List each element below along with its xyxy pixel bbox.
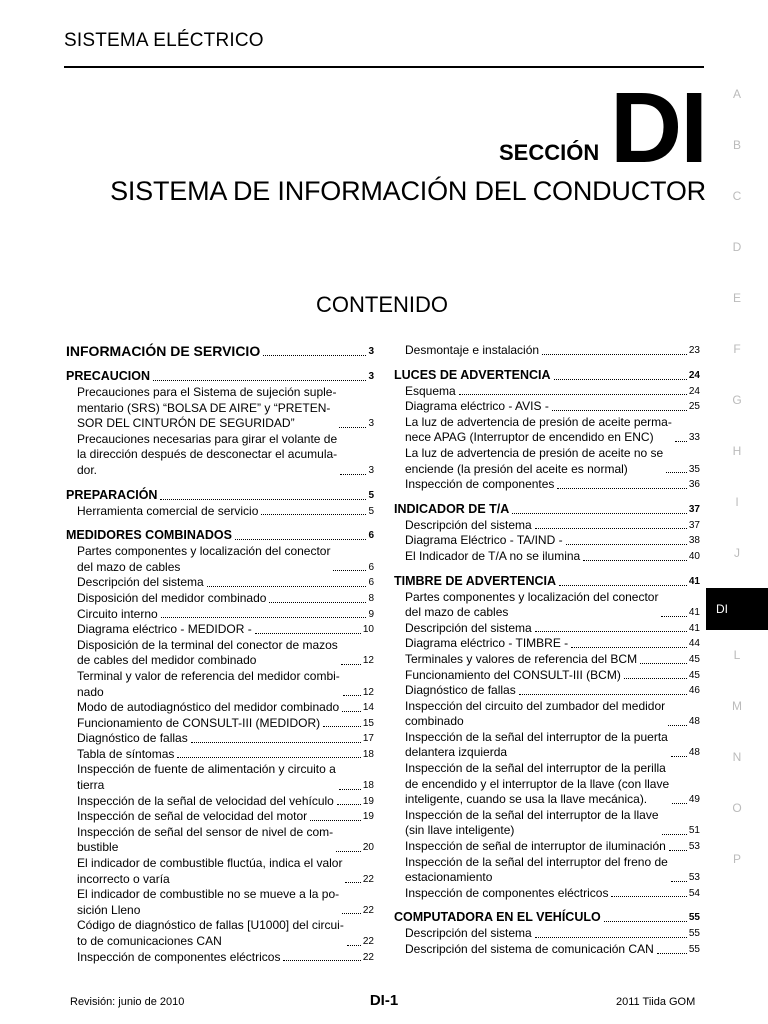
toc-page-number: 23 bbox=[688, 345, 700, 356]
toc-entry[interactable] bbox=[394, 942, 700, 958]
toc-page-number: 55 bbox=[688, 928, 700, 940]
dot-leader bbox=[283, 960, 360, 961]
dot-leader bbox=[339, 789, 361, 790]
toc-entry-text: La luz de advertencia de presión de aceite no se enciende (la presión del aceite es normal) bbox=[405, 445, 664, 476]
toc-group bbox=[66, 343, 374, 360]
toc-entry-text: La luz de advertencia de presión de aceite perma- nece APAG (Interruptor de encendido en ENC) bbox=[405, 414, 672, 445]
dot-leader bbox=[640, 663, 687, 664]
toc-entry[interactable] bbox=[66, 887, 374, 918]
toc-entry[interactable] bbox=[66, 544, 374, 575]
toc-entry[interactable] bbox=[394, 399, 700, 415]
toc-entry[interactable] bbox=[394, 343, 700, 359]
toc-entry-text: Inspección de señal del sensor de nivel de com- bustible bbox=[77, 824, 334, 855]
dot-leader bbox=[177, 757, 360, 758]
toc-entry-text: Terminales y valores de referencia del BCM bbox=[405, 651, 638, 666]
dot-leader bbox=[566, 544, 687, 545]
system-title: SISTEMA ELÉCTRICO bbox=[64, 30, 264, 51]
footer-page-label: DI-1 bbox=[369, 992, 399, 1009]
toc-page-number: 18 bbox=[362, 748, 374, 760]
toc-entry[interactable] bbox=[66, 432, 374, 479]
toc-entry-text: Inspección del circuito del zumbador del medidor combinado bbox=[405, 698, 666, 729]
dot-leader bbox=[519, 694, 687, 695]
dot-leader bbox=[672, 803, 687, 804]
contents-title: CONTENIDO bbox=[316, 292, 448, 317]
toc-page-number: 51 bbox=[688, 825, 700, 837]
dot-leader bbox=[604, 921, 687, 922]
dot-leader bbox=[347, 945, 361, 946]
toc-page-number: 54 bbox=[688, 887, 700, 899]
dot-leader bbox=[671, 756, 687, 757]
toc-page-number: 18 bbox=[362, 780, 374, 792]
toc-entry-text: Diagrama Eléctrico - TA/IND - bbox=[405, 533, 563, 548]
toc-entry[interactable] bbox=[66, 385, 374, 432]
toc-left-column bbox=[66, 343, 374, 973]
toc-page-number: 53 bbox=[688, 841, 700, 853]
toc-heading[interactable] bbox=[394, 909, 700, 926]
toc-entry[interactable] bbox=[394, 621, 700, 637]
toc-page-number: 20 bbox=[362, 842, 374, 854]
dot-leader bbox=[333, 570, 366, 571]
toc-entry[interactable] bbox=[394, 446, 700, 477]
toc-page-number: 41 bbox=[688, 607, 700, 619]
dot-leader bbox=[255, 633, 361, 634]
toc-heading-text: MEDIDORES COMBINADOS bbox=[66, 528, 232, 543]
toc-entry-text: Descripción del sistema de comunicación CAN bbox=[405, 942, 654, 956]
toc-entry-text: Descripción del sistema bbox=[77, 575, 204, 590]
side-tab-l[interactable]: L bbox=[733, 648, 741, 662]
toc-entry-text: Inspección de componentes bbox=[405, 477, 555, 492]
toc-page-number: 17 bbox=[362, 733, 374, 745]
toc-entry[interactable] bbox=[66, 700, 374, 716]
toc-entry[interactable] bbox=[394, 683, 700, 699]
toc-entry-text: Disposición de la terminal del conector de mazos de cables del medidor combinado bbox=[77, 637, 338, 668]
toc-right-column bbox=[394, 343, 700, 966]
toc-page-number: 22 bbox=[362, 951, 374, 963]
toc-page-number: 45 bbox=[688, 653, 700, 665]
side-tab-o[interactable]: O bbox=[732, 801, 742, 815]
toc-entry-text: Esquema bbox=[405, 383, 456, 398]
side-tab-f[interactable]: F bbox=[733, 342, 741, 356]
side-tab-m[interactable]: M bbox=[732, 699, 742, 713]
dot-leader bbox=[341, 664, 361, 665]
dot-leader bbox=[323, 726, 361, 727]
side-tab-n[interactable]: N bbox=[732, 750, 742, 764]
dot-leader bbox=[263, 355, 366, 356]
toc-entry-text: Funcionamiento de CONSULT-III (MEDIDOR) bbox=[77, 715, 321, 730]
toc-page-number: 44 bbox=[688, 638, 700, 650]
dot-leader bbox=[345, 882, 360, 883]
toc-entry-text: Inspección de componentes eléctricos bbox=[77, 949, 281, 964]
toc-entry[interactable] bbox=[394, 839, 700, 855]
toc-page-number: 3 bbox=[368, 464, 374, 476]
toc-page-number: 40 bbox=[688, 550, 700, 562]
toc-entry-text: Inspección de la señal de velocidad del vehículo bbox=[77, 793, 334, 808]
dot-leader bbox=[535, 937, 687, 938]
toc-heading-text: INDICADOR DE T/A bbox=[394, 501, 510, 516]
toc-entry[interactable] bbox=[394, 761, 700, 808]
dot-leader bbox=[675, 441, 687, 442]
toc-entry[interactable] bbox=[394, 652, 700, 668]
toc-heading[interactable] bbox=[394, 367, 700, 384]
toc-entry-text: Descripción del sistema bbox=[405, 620, 532, 635]
dot-leader bbox=[336, 851, 361, 852]
side-tab-di[interactable]: DI bbox=[706, 588, 768, 630]
toc-group bbox=[66, 368, 374, 479]
dot-leader bbox=[342, 913, 361, 914]
toc-entry-text: Partes componentes y localización del conector del mazo de cables bbox=[77, 544, 331, 574]
toc-page-number: 6 bbox=[368, 530, 374, 542]
toc-heading[interactable] bbox=[66, 527, 374, 544]
toc-page-number: 22 bbox=[362, 904, 374, 916]
toc-entry-text: Inspección de señal de interruptor de iluminación bbox=[405, 839, 666, 854]
toc-entry-text: El Indicador de T/A no se ilumina bbox=[405, 548, 581, 563]
toc-page-number: 19 bbox=[362, 795, 374, 807]
toc-page-number: 25 bbox=[688, 401, 700, 413]
toc-group bbox=[66, 527, 374, 965]
dot-leader bbox=[666, 472, 687, 473]
toc-entry[interactable] bbox=[66, 762, 374, 793]
toc-entry[interactable] bbox=[394, 886, 700, 902]
toc-entry[interactable] bbox=[394, 699, 700, 730]
toc-group bbox=[394, 501, 700, 565]
toc-entry-text: Circuito interno bbox=[77, 606, 158, 621]
toc-entry[interactable] bbox=[66, 504, 374, 520]
toc-entry[interactable] bbox=[66, 918, 374, 949]
toc-entry[interactable] bbox=[394, 668, 700, 684]
toc-group bbox=[394, 573, 700, 902]
side-tab-p[interactable]: P bbox=[732, 852, 741, 866]
toc-page-number: 37 bbox=[688, 519, 700, 531]
toc-entry-text: Diagnóstico de fallas bbox=[405, 683, 516, 698]
toc-entry[interactable] bbox=[66, 591, 374, 607]
dot-leader bbox=[557, 488, 686, 489]
toc-entry[interactable] bbox=[66, 622, 374, 638]
toc-entry[interactable] bbox=[66, 825, 374, 856]
toc-page-number: 49 bbox=[688, 794, 700, 806]
section-title: SISTEMA DE INFORMACIÓN DEL CONDUCTOR bbox=[110, 176, 706, 206]
dot-leader bbox=[669, 850, 687, 851]
toc-entry[interactable] bbox=[394, 730, 700, 761]
toc-heading[interactable] bbox=[394, 501, 700, 518]
toc-entry[interactable] bbox=[66, 809, 374, 825]
toc-page-number: 14 bbox=[362, 702, 374, 714]
dot-leader bbox=[657, 953, 687, 954]
dot-leader bbox=[552, 410, 687, 411]
toc-entry-text: Tabla de síntomas bbox=[77, 746, 175, 761]
toc-entry[interactable] bbox=[394, 518, 700, 534]
toc-page-number: 53 bbox=[688, 872, 700, 884]
side-tab-a[interactable]: A bbox=[732, 87, 741, 101]
toc-heading-text: LUCES DE ADVERTENCIA bbox=[394, 367, 551, 382]
toc-page-number: 55 bbox=[688, 912, 700, 924]
toc-entry[interactable] bbox=[394, 636, 700, 652]
toc-group bbox=[66, 487, 374, 520]
toc-page-number: 12 bbox=[362, 686, 374, 698]
toc-heading-text: PRECAUCION bbox=[66, 369, 151, 383]
toc-page-number: 5 bbox=[368, 505, 374, 517]
toc-page-number: 10 bbox=[362, 624, 374, 636]
side-tab-c[interactable]: C bbox=[732, 189, 742, 203]
dot-leader bbox=[668, 725, 687, 726]
toc-group bbox=[394, 909, 700, 957]
dot-leader bbox=[535, 631, 687, 632]
toc-entry-text: El indicador de combustible no se mueve a la po- sición Lleno bbox=[77, 887, 340, 917]
toc-entry-text: Terminal y valor de referencia del medidor combi- nado bbox=[77, 668, 340, 699]
toc-page-number: 48 bbox=[688, 747, 700, 759]
dot-leader bbox=[662, 834, 687, 835]
toc-entry[interactable] bbox=[66, 856, 374, 887]
toc-entry-text: Inspección de la señal del interruptor de la llave (sin llave inteligente) bbox=[405, 807, 659, 838]
toc-heading-text: TIMBRE DE ADVERTENCIA bbox=[394, 573, 557, 588]
toc-entry-text: Precauciones para el Sistema de sujeción suple- mentario (SRS) “BOLSA DE AIRE” y “PRETEN- SOR DEL CINTURÓN DE SEGURIDAD” bbox=[77, 385, 337, 431]
toc-heading[interactable] bbox=[66, 368, 374, 385]
dot-leader bbox=[571, 647, 687, 648]
dot-leader bbox=[340, 474, 366, 475]
dot-leader bbox=[535, 528, 687, 529]
toc-page-number: 55 bbox=[688, 944, 700, 955]
dot-leader bbox=[611, 896, 686, 897]
dot-leader bbox=[310, 820, 361, 821]
dot-leader bbox=[191, 742, 361, 743]
header-rule bbox=[64, 66, 704, 68]
toc-entry[interactable] bbox=[394, 415, 700, 446]
toc-group bbox=[394, 343, 700, 359]
toc-page-number: 15 bbox=[362, 717, 374, 729]
toc-entry-text: Herramienta comercial de servicio bbox=[77, 503, 259, 518]
toc-page-number: 33 bbox=[688, 432, 700, 444]
dot-leader bbox=[235, 539, 366, 540]
toc-page-number: 12 bbox=[362, 655, 374, 667]
toc-page-number: 5 bbox=[368, 489, 374, 501]
toc-entry-text: Descripción del sistema bbox=[405, 926, 532, 941]
side-tab-e[interactable]: E bbox=[732, 291, 741, 305]
toc-page-number: 36 bbox=[688, 479, 700, 491]
dot-leader bbox=[261, 514, 366, 515]
toc-entry[interactable] bbox=[394, 590, 700, 621]
toc-entry-text: Diagrama eléctrico - MEDIDOR - bbox=[77, 622, 252, 637]
dot-leader bbox=[342, 711, 361, 712]
toc-page-number: 41 bbox=[688, 575, 700, 587]
toc-entry-text: Modo de autodiagnóstico del medidor combinado bbox=[77, 700, 340, 715]
dot-leader bbox=[583, 560, 687, 561]
section-index-tabs bbox=[706, 84, 768, 900]
dot-leader bbox=[339, 427, 366, 428]
toc-entry[interactable] bbox=[66, 747, 374, 763]
toc-page-number: 24 bbox=[688, 369, 700, 381]
dot-leader bbox=[554, 379, 687, 380]
dot-leader bbox=[337, 804, 361, 805]
toc-entry-text: Diagrama eléctrico - AVIS - bbox=[405, 399, 549, 414]
toc-entry[interactable] bbox=[394, 855, 700, 886]
side-tab-b[interactable]: B bbox=[732, 138, 741, 152]
toc-entry-text: Precauciones necesarias para girar el volante de la dirección después de desconectar el acumula- dor. bbox=[77, 431, 338, 477]
toc-page-number: 9 bbox=[368, 608, 374, 620]
section-label: SECCIÓN bbox=[499, 140, 600, 165]
toc-entry-text: El indicador de combustible fluctúa, indica el valor incorrecto o varía bbox=[77, 856, 343, 886]
toc-entry[interactable] bbox=[394, 808, 700, 839]
toc-page-number: 24 bbox=[688, 385, 700, 397]
toc-entry[interactable] bbox=[394, 384, 700, 400]
toc-entry-text: Inspección de la señal del interruptor del freno de estacionamiento bbox=[405, 854, 668, 885]
toc-entry[interactable] bbox=[66, 950, 374, 966]
toc-entry-text: Código de diagnóstico de fallas [U1000] del circui- to de comunicaciones CAN bbox=[77, 918, 344, 948]
side-tab-h[interactable]: H bbox=[732, 444, 742, 458]
dot-leader bbox=[269, 602, 366, 603]
toc-entry[interactable] bbox=[66, 716, 374, 732]
toc-page-number: 48 bbox=[688, 716, 700, 728]
dot-leader bbox=[459, 394, 687, 395]
toc-heading-text: COMPUTADORA EN EL VEHÍCULO bbox=[394, 910, 601, 925]
dot-leader bbox=[559, 585, 687, 586]
toc-page-number: 38 bbox=[688, 535, 700, 547]
section-code: DI bbox=[610, 72, 706, 184]
toc-group bbox=[394, 367, 700, 493]
dot-leader bbox=[161, 617, 367, 618]
toc-entry[interactable] bbox=[394, 533, 700, 549]
toc-page-number: 3 bbox=[368, 346, 374, 357]
toc-page-number: 41 bbox=[688, 622, 700, 634]
side-tab-i[interactable]: I bbox=[735, 495, 739, 509]
dot-leader bbox=[671, 881, 687, 882]
toc-heading-text: PREPARACIÓN bbox=[66, 487, 158, 502]
dot-leader bbox=[343, 695, 361, 696]
toc-page-number: 37 bbox=[688, 503, 700, 515]
side-tab-j[interactable]: J bbox=[734, 546, 740, 560]
footer-model: 2011 Tiida GOM bbox=[616, 996, 696, 1008]
toc-entry[interactable] bbox=[394, 549, 700, 565]
toc-entry[interactable] bbox=[66, 669, 374, 700]
toc-entry-text: Funcionamiento del CONSULT-III (BCM) bbox=[405, 667, 621, 682]
toc-heading[interactable] bbox=[394, 573, 700, 590]
toc-page-number: 8 bbox=[368, 592, 374, 604]
dot-leader bbox=[153, 380, 366, 381]
toc-entry-text: Inspección de señal de velocidad del motor bbox=[77, 809, 308, 824]
toc-heading[interactable] bbox=[66, 487, 374, 504]
toc-entry-text: Inspección de la señal del interruptor de la perilla de encendido y el interruptor de la llave (con llave inteligente, cuando se usa la llave mecánica). bbox=[405, 761, 670, 807]
toc-page-number: 19 bbox=[362, 811, 374, 823]
toc-entry[interactable] bbox=[66, 575, 374, 591]
toc-page-number: 22 bbox=[362, 936, 374, 947]
footer-revision: Revisión: junio de 2010 bbox=[70, 996, 185, 1008]
toc-entry[interactable] bbox=[66, 607, 374, 623]
toc-entry[interactable] bbox=[394, 926, 700, 942]
toc-page-number: 35 bbox=[688, 463, 700, 475]
side-tab-d[interactable]: D bbox=[732, 240, 742, 254]
toc-heading-text: INFORMACIÓN DE SERVICIO bbox=[66, 343, 261, 359]
dot-leader bbox=[512, 513, 687, 514]
dot-leader bbox=[624, 678, 687, 679]
toc-entry-text: Disposición del medidor combinado bbox=[77, 590, 267, 605]
toc-page-number: 22 bbox=[362, 873, 374, 885]
toc-page-number: 6 bbox=[368, 577, 374, 589]
toc-entry-text: Inspección de componentes eléctricos bbox=[405, 885, 609, 900]
toc-entry-text: Desmontaje e instalación bbox=[405, 343, 540, 357]
toc-entry-text: Diagnóstico de fallas bbox=[77, 731, 188, 746]
dot-leader bbox=[207, 586, 367, 587]
toc-entry[interactable] bbox=[66, 794, 374, 810]
dot-leader bbox=[542, 354, 687, 355]
toc-entry-text: Partes componentes y localización del conector del mazo de cables bbox=[405, 589, 659, 620]
toc-entry-text: Diagrama eléctrico - TIMBRE - bbox=[405, 636, 569, 651]
toc-page-number: 3 bbox=[368, 371, 374, 382]
side-tab-g[interactable]: G bbox=[732, 393, 742, 407]
toc-entry-text: Inspección de fuente de alimentación y circuito a tierra bbox=[77, 762, 336, 793]
toc-entry[interactable] bbox=[66, 638, 374, 669]
toc-entry-text: Inspección de la señal del interruptor de la puerta delantera izquierda bbox=[405, 729, 668, 760]
toc-page-number: 45 bbox=[688, 669, 700, 681]
toc-entry[interactable] bbox=[66, 731, 374, 747]
toc-page-number: 46 bbox=[688, 685, 700, 697]
toc-heading[interactable] bbox=[66, 343, 374, 360]
toc-entry-text: Descripción del sistema bbox=[405, 517, 532, 532]
toc-page-number: 6 bbox=[368, 561, 374, 573]
toc-entry[interactable] bbox=[394, 477, 700, 493]
dot-leader bbox=[661, 616, 686, 617]
dot-leader bbox=[160, 499, 366, 500]
toc-page-number: 3 bbox=[368, 418, 374, 430]
